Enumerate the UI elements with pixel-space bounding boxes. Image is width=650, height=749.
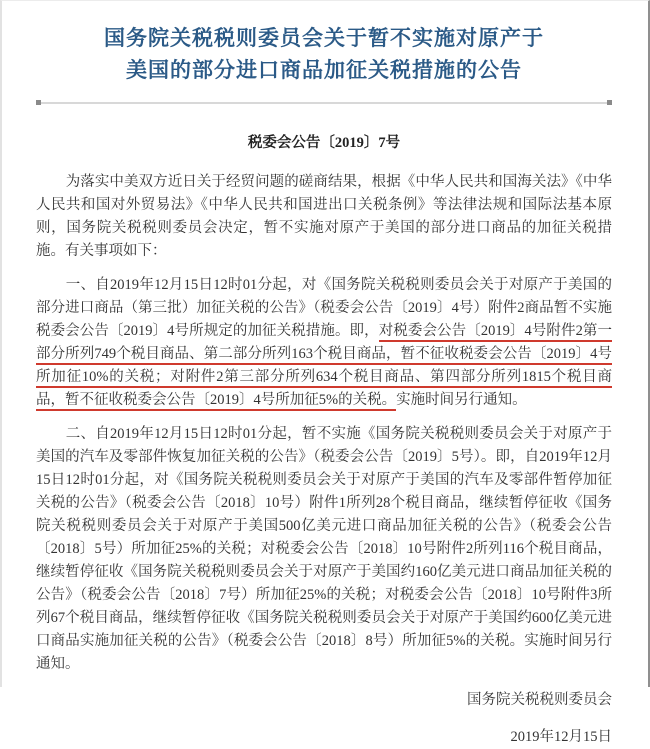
item1-text-pre: 一、自2019年12月15日12时01分起，对《国务院关税税则委员会关于对原产于美国的部分进口商品（第三批）加征关税的公告》（税委会公告〔2019〕4号）附件2商品暂不实施税委会公告〔2019〕4号所规定的加征关税措施。即， [36, 277, 612, 339]
item1-text-post: 实施时间另行通知。 [396, 392, 527, 408]
document-title-line-1: 国务院关税税则委员会关于暂不实施对原产于 [104, 26, 544, 50]
signature-date: 2019年12月15日 [510, 729, 612, 745]
divider-end-square-right [607, 100, 612, 105]
title-divider [36, 102, 612, 104]
paragraph-intro: 为落实中美双方近日关于经贸问题的磋商结果，根据《中华人民共和国海关法》《中华人民共和国对外贸易法》《中华人民共和国进出口关税条例》等法律法规和国际法基本原则，国务院关税税则委员会决定，暂不实施对原产于美国的部分进口商品的加征关税措施。有关事项如下： [36, 174, 612, 259]
paragraph-item2: 二、自2019年12月15日12时01分起，暂不实施《国务院关税税则委员会关于对原产于美国的汽车及零部件恢复加征关税的公告》（税委会公告〔2019〕5号）。即，自2019年12月15日12时01分起，对《国务院关税税则委员会关于对原产于美国的汽车及零部件暂停加征关税的公告》（税委会公告〔2018〕10号）附件1所列28个税目商品，继续暂停征收《国务院关税税则委员会关于对原产于美国500亿美元进口商品加征关税的公告》（税委会公告〔2018〕5号）所加征25%的关税；对税委会公告〔2018〕10号附件2所列116个税目商品，继续暂停征收《国务院关税税则委员会关于对原产于美国约160亿美元进口商品加征关税的公告》（税委会公告〔2018〕7号）所加征25%的关税；对税委会公告〔2018〕10号附件3所列67个税目商品，继续暂停征收《国务院关税税则委员会关于对原产于美国约600亿美元进口商品实施加征关税的公告》（税委会公告〔2018〕8号）所加征5%的关税。实施时间另行通知。 [36, 426, 612, 672]
document-title [36, 22, 612, 86]
item1-text-underlined-red: 对税委会公告〔2019〕4号附件2第一部分所列749个税目商品、第二部分所列163个税目商品，暂不征收税委会公告〔2019〕4号所加征10%的关税；对附件2第三部分所列634个税目商品、第四部分所列1815个税目商品，暂不征收税委会公告〔2019〕4号所加征5%的关税。 [36, 323, 612, 411]
doc-number: 税委会公告〔2019〕7号 [247, 135, 401, 151]
document-body [36, 171, 612, 676]
signature-issuer: 国务院关税税则委员会 [467, 692, 612, 708]
document-title-line-2: 美国的部分进口商品加征关税措施的公告 [126, 58, 522, 82]
paragraph-item1 [36, 274, 612, 412]
divider-end-square-left [36, 100, 41, 105]
